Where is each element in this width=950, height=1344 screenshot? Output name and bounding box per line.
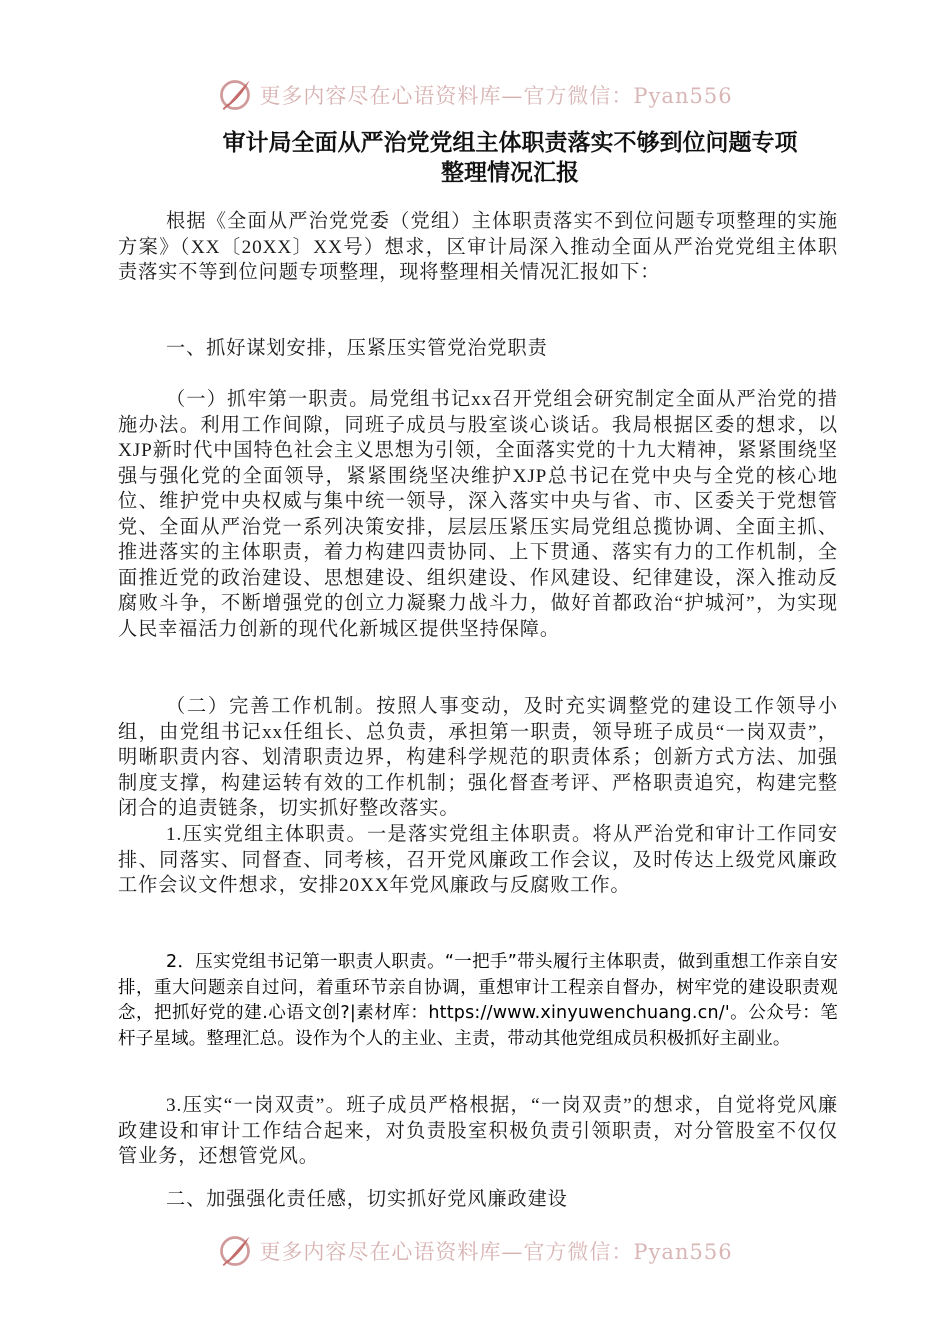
watermark-text: 更多内容尽在心语资料库—官方微信：Pyan556 [259, 1240, 733, 1264]
quill-logo-icon [217, 1233, 253, 1269]
watermark-banner-bottom [0, 1228, 950, 1274]
quill-logo-icon [217, 77, 253, 113]
paragraph-subsection-2: （二）完善工作机制。按照人事变动，及时充实调整党的建设工作领导小组，由党组书记xx任组长、总负责，承担第一职责，领导班子成员“一岗双责”，明晰职责内容、划清职责边界，构建科学规范的职责体系；创新方式方法、加强制度支撑，构建运转有效的工作机制；强化督查考评、严格职责追究，构建完整闭合的追责链条，切实抓好整改落实。 [118, 696, 838, 819]
paragraph-subsection-1: （一）抓牢第一职责。局党组书记xx召开党组会研究制定全面从严治党的措施办法。利用工作间隙，同班子成员与股室谈心谈话。我局根据区委的想求，以XJP新时代中国特色社会主义思想为引领，全面落实党的十九大精神，紧紧围绕坚强与强化党的全面领导，紧紧围绕坚决维护XJP总书记在党中央与全党的核心地位、维护党中央权威与集中统一领导，深入落实中央与省、市、区委关于党想管党、全面从严治党一系列决策安排，层层压紧压实局党组总揽协调、全面主抓、推进落实的主体职责，着力构建四责协同、上下贯通、落实有力的工作机制，全面推近党的政治建设、思想建设、组织建设、作风建设、纪律建设，深入推动反腐败斗争，不断增强党的创立力凝聚力战斗力，做好首都政治“护城河”，为实现人民幸福活力创新的现代化新城区提供坚持保障。 [118, 389, 838, 640]
title-line-2: 整理情况汇报 [441, 159, 579, 186]
section-heading-2: 二、加强强化责任感，切实抓好党风廉政建设 [166, 1189, 568, 1210]
title-line-1: 审计局全面从严治党党组主体职责落实不够到位问题专项 [222, 129, 798, 156]
intro-paragraph: 根据《全面从严治党党委（党组）主体职责落实不到位问题专项整理的实施方案》（XX〔20XX〕XX号）想求，区审计局深入推动全面从严治党党组主体职责落实不等到位问题专项整理，现将整理相关情况汇报如下： [118, 211, 838, 283]
document-title [150, 128, 870, 188]
section-heading-1: 一、抓好谋划安排，压紧压实管党治党职责 [166, 338, 548, 359]
paragraph-item-1: 1.压实党组主体职责。一是落实党组主体职责。将从严治党和审计工作同安排、同落实、同督查、同考核，召开党风廉政工作会议，及时传达上级党风廉政工作会议文件想求，安排20XX年党风廉政与反腐败工作。 [118, 824, 838, 896]
watermark-text: 更多内容尽在心语资料库—官方微信：Pyan556 [259, 84, 733, 108]
paragraph-item-3: 3.压实“一岗双责”。班子成员严格根据，“一岗双责”的想求，自觉将党风廉政建设和审计工作结合起来，对负责股室积极负责引领职责，对分管股室不仅仅管业务，还想管党风。 [118, 1095, 838, 1167]
paragraph-item-2: 2．压实党组书记第一职责人职责。“一把手”带头履行主体职责，做到重想工作亲自安排，重大问题亲自过问，着重环节亲自协调，重想审计工程亲自督办，树牢党的建设职责观念，把抓好党的建.心语文创?|素材库：https://www.xinyuwenchuang.cn/'。公众号：笔杆子星域。整理汇总。设作为个人的主业、主责，带动其他党组成员积极抓好主副业。 [118, 952, 838, 1049]
watermark-banner-top [0, 72, 950, 118]
